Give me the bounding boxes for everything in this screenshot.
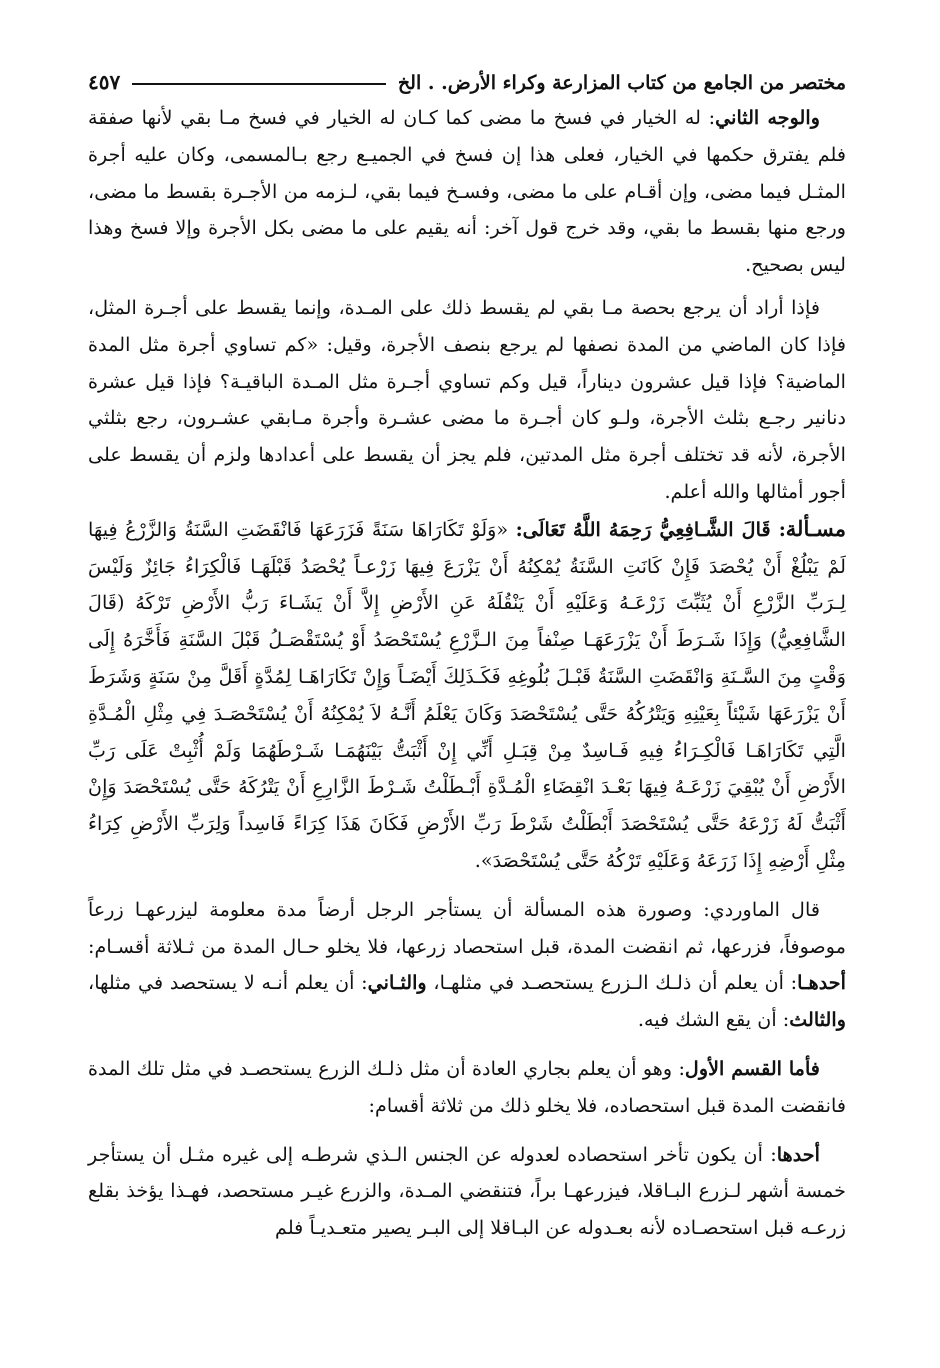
paragraph-text: قال الماوردي: وصورة هذه المسألة أن يستأجر الرجل أرضاً مدة معلومة ليزرعهـا زرعاً موصوفاً، فزرعها، ثم انقضت المدة، قبل استحصاد زرعها، فلا يخلو حـال المدة من ثـلاثة أقسـام: xyxy=(88,897,846,958)
paragraph-remaining-share xyxy=(88,290,846,511)
paragraph-first-division xyxy=(88,1051,846,1125)
masala-label: مسـألة xyxy=(785,515,846,541)
section-gap xyxy=(88,1039,846,1051)
paragraph-text: : له الخيار في فسخ ما مضى كما كـان له الخيار في فسخ مـا بقي لأنها صفقة فلم يفترق حكمها في الخيار، فعلى هذا إن فسخ في الجميـع رجع بـالمسمى، وكان عليه أجرة المثـل فيما مضى، وإن أقـام على ما مضى، وفسـخ فيما بقي، لـزمه من الأجـرة بقسط ما مضى، ورجع منها بقسط ما بقي، وقد خرج قول آخر: أنه يقيم على ما مضى بكل الأجرة وإلا فسخ وهذا ليس بصحيح. xyxy=(88,106,846,277)
paragraph-second-aspect xyxy=(88,100,846,284)
header-rule xyxy=(132,83,386,85)
paragraph-lead: أحدها xyxy=(776,1142,820,1166)
division-first-label: أحدهـا xyxy=(797,971,846,995)
paragraph-text: : وهو أن يعلم بجاري العادة أن مثل ذلـك الزرع يستحصـد في مثل تلك المدة فانقضت المدة قبل استحصاده، فلا يخلو ذلك من ثلاثة أقسام: xyxy=(88,1056,846,1117)
masala-shafii-text xyxy=(88,511,846,880)
paragraph-first-case xyxy=(88,1137,846,1247)
paragraph-text: : أن يعلم أنـه لا يستحصد في مثلها، xyxy=(88,971,368,995)
paragraph-lead: فأما القسم الأول xyxy=(684,1056,820,1080)
book-page xyxy=(88,60,846,1350)
section-gap xyxy=(88,1125,846,1137)
page-number: ٤٥٧ xyxy=(88,70,121,94)
paragraph-text: : أن يعلم أن ذلـك الـزرع يستحصـد في مثلهـا، xyxy=(433,971,798,995)
page-header xyxy=(88,60,846,94)
division-third-label: والثالث xyxy=(789,1008,846,1032)
masala-quote: «وَلَوْ تَكَارَاهَا سَنَةً فَزَرَعَهَا فَانْقَضَتِ السَّنَةُ وَالزَّرْعُ فِيهَا لَمْ يَبْلُغْ أَنْ يُحْصَدَ فَإِنْ كَانَتِ السَّنَةُ يُمْكِنُهُ أَنْ يَزْرَعَ فِيهَا زَرْعـاً يُحْصَدُ قَبْلَهَـا فَالْكِرَاءُ جَائِزٌ وَلَيْسَ لِـرَبِّ الزَّرْعِ أَنْ يُثَبِّتَ زَرْعَـهُ وَعَلَيْهِ أَنْ يَنْقُلَهُ عَنِ الأَرْضِ إِلاَّ أَنْ يَشَـاءَ رَبُّ الأَرْضِ تَرْكَهُ (قَالَ الشَّافِعِيُّ) وَإِذَا شَـرَطَ أَنْ يَزْرَعَهَـا صِنْفاً مِنَ الـزَّرْعِ يُسْتَحْصَدُ أَوْ يُسْتَقْصَـلُ قَبْلَ السَّنَةِ فَأَخَّرَهُ إِلَى وَقْتٍ مِنَ السَّـنَةِ وَانْقَضَتِ السَّنَةُ قَبْـلَ بُلُوغِهِ فَكَـذَلِكَ أَيْضَـاً وَإِنْ تَكَارَاهَـا لِمُدَّةٍ أَقَلَّ مِنْ سَنَةٍ وَشَرَطَ أَنْ يَزْرَعَهَا شَيْئاً بِعَيْنِهِ وَيَتْرُكُهُ حَتَّى يُسْتَحْصَدَ وَكَانَ يَعْلَمُ أَنَّـهُ لاَ يُمْكِنُهُ أَنْ يُسْتَحْصَـدَ فِي مِثْلِ الْمُـدَّةِ الَّتِي تَكَارَاهَـا فَالْكِـرَاءُ فِيهِ فَـاسِدٌ مِنْ قِبَـلِ أَنِّي إِنْ أَثْبَتُّ بَيْنَهُمَـا شَـرْطَهُمَا وَلَمْ أُثْبِتْ عَلَى رَبِّ الأَرْضِ أَنْ يُبْقِيَ زَرْعَـهُ فِيهَا بَعْـدَ انْقِضَاءِ الْمُـدَّةِ أَبْـطَلْتُ شَـرْطَ الزَّارِعِ أَنْ يَتْرُكَهُ حَتَّى يُسْتَحْصَدَ وَإِنْ أَثْبَتُّ لَهُ زَرْعَهُ حَتَّى يُسْتَحْصَدَ أَبْطَلْتُ شَرْطَ رَبِّ الأَرْضِ فَكَانَ هَذَا كِرَاءً فَاسِداً وَلِرَبِّ الأَرْضِ كِرَاءُ مِثْلِ أَرْضِهِ إِذَا زَرَعَهُ وَعَلَيْهِ تَرْكُهُ حَتَّى يُسْتَحْصَدَ». xyxy=(88,517,846,872)
paragraph-text: فإذا أراد أن يرجع بحصة مـا بقي لم يقسط ذلك على المـدة، وإنما يقسط على أجـرة المثل، فإذا كان الماضي من المدة نصفها لم يرجع بنصف الأجرة، وقيل: «كم تساوي أجرة مثل المدة الماضية؟ فإذا قيل عشرون ديناراً، قيل وكم تساوي أجـرة مثل المـدة الباقيـة؟ فإذا قيل عشرة دنانير رجـع بثلث الأجرة، ولـو كان أجـرة ما مضى عشـرة وأجرة مـابقي عشـرون، رجع بثلثي الأجرة، لأنه قد تختلف أجرة مثل المدتين، فلم يجز أن يقسط على أعدادها ولزم أن يقسط على أجور أمثالها والله أعلم. xyxy=(88,295,846,503)
section-gap xyxy=(88,880,846,892)
paragraph-text: : أن يقع الشك فيه. xyxy=(637,1008,790,1032)
paragraph-lead: والوجه الثاني xyxy=(715,106,820,129)
running-title: مختصر من الجامع من كتاب المزارعة وكراء الأرض. . الخ xyxy=(397,72,846,94)
masala-attribution: : قَالَ الشَّـافِعِيُّ رَحِمَهُ اللَّهُ تَعَالَى: xyxy=(515,517,786,541)
paragraph-text: : أن يكون تأخر استحصاده لعدوله عن الجنس الـذي شرطـه إلى غيره مثـل أن يستأجر خمسة أشهر لـزرع البـاقلا، فيزرعهـا براً، فتنقضي المـدة، والزرع غيـر مستحصد، فهـذا يؤخذ بقلع زرعـه قبل استحصـاده لأنه بعـدوله عن البـاقلا إلى البـر يصير متعـديـاً فلم xyxy=(88,1142,846,1240)
division-second-label: والثـاني xyxy=(367,971,427,995)
paragraph-mawardi xyxy=(88,892,846,1039)
